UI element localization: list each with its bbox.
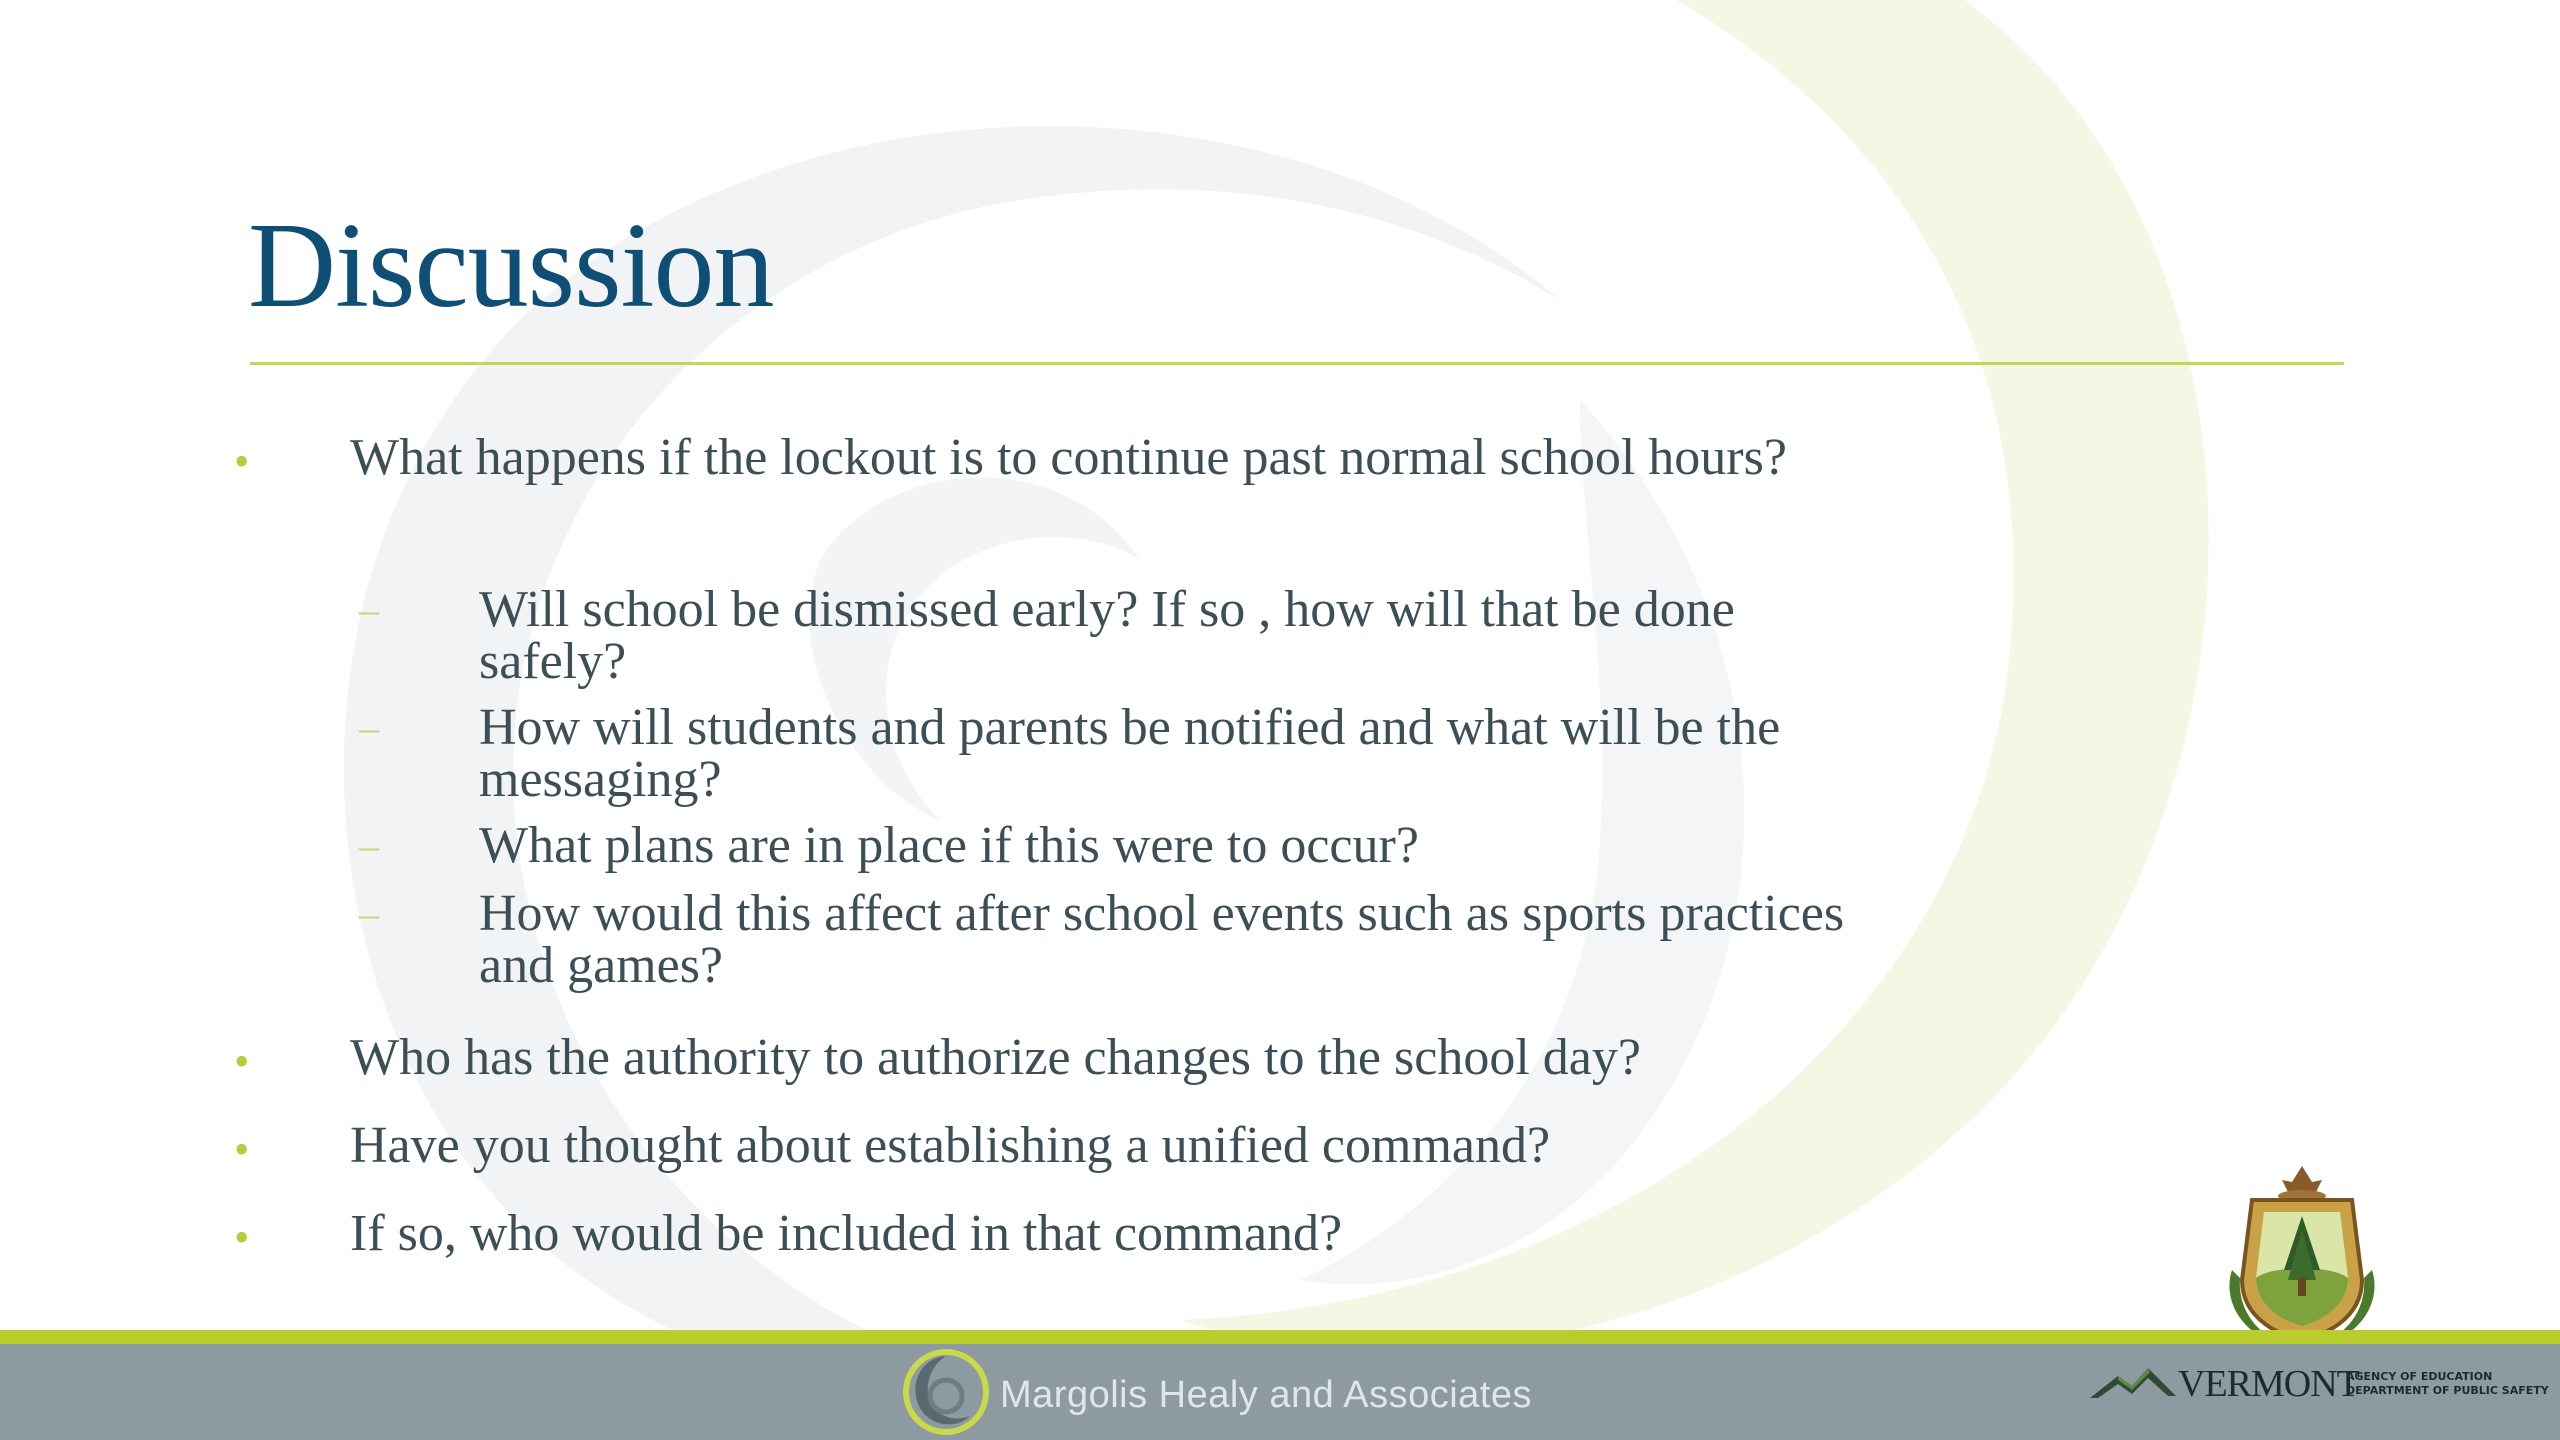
- sub-bullet-item: [359, 885, 2039, 994]
- vermont-seal-icon: [2212, 1160, 2392, 1350]
- sub-bullet-text: Will school be dismissed early? If so , how will that be done: [479, 581, 1735, 638]
- sub-bullet-text-continued: safely?: [479, 633, 627, 690]
- sub-bullet-marker: –: [359, 891, 379, 936]
- bullet-marker: •: [234, 1213, 250, 1262]
- agency-line-education: AGENCY OF EDUCATION: [2346, 1370, 2493, 1383]
- bullet-text: What happens if the lockout is to continue past normal school hours?: [350, 429, 1787, 486]
- sub-bullet-item: [359, 699, 2039, 808]
- agency-line-public-safety: DEPARTMENT OF PUBLIC SAFETY: [2346, 1384, 2549, 1397]
- bullet-text: If so, who would be included in that command?: [350, 1205, 1343, 1262]
- footer-accent-band: [0, 1330, 2560, 1344]
- swirl-logo-icon: [900, 1346, 992, 1438]
- bullet-item: [234, 1029, 1641, 1086]
- bullet-marker: •: [234, 1125, 250, 1174]
- bullet-marker: •: [234, 437, 250, 486]
- bullet-item: [234, 1205, 1343, 1262]
- slide-title: Discussion: [248, 198, 774, 333]
- sub-bullet-item: [359, 817, 2039, 874]
- sub-bullet-text-continued: and games?: [479, 937, 724, 994]
- bullet-item: [234, 1117, 1551, 1174]
- bullet-marker: •: [234, 1037, 250, 1086]
- mountain-icon: [2088, 1362, 2178, 1402]
- sub-bullet-marker: –: [359, 587, 379, 632]
- sub-bullet-marker: –: [359, 705, 379, 750]
- bullet-text: Have you thought about establishing a unified command?: [350, 1117, 1551, 1174]
- agency-names: [2346, 1370, 2549, 1398]
- bullet-item: [234, 429, 1787, 486]
- sub-bullet-text: What plans are in place if this were to occur?: [479, 817, 1419, 874]
- state-name: VERMONT: [2178, 1363, 2359, 1405]
- sub-bullet-text: How would this affect after school events such as sports practices: [479, 885, 1845, 942]
- sub-bullet-text: How will students and parents be notified and what will be the: [479, 699, 1781, 756]
- sub-bullet-item: [359, 581, 2039, 690]
- sub-bullet-text-continued: messaging?: [479, 751, 722, 808]
- bullet-text: Who has the authority to authorize changes to the school day?: [350, 1029, 1641, 1086]
- sub-bullet-marker: –: [359, 823, 379, 868]
- footer-brand-name: Margolis Healy and Associates: [1000, 1374, 1532, 1416]
